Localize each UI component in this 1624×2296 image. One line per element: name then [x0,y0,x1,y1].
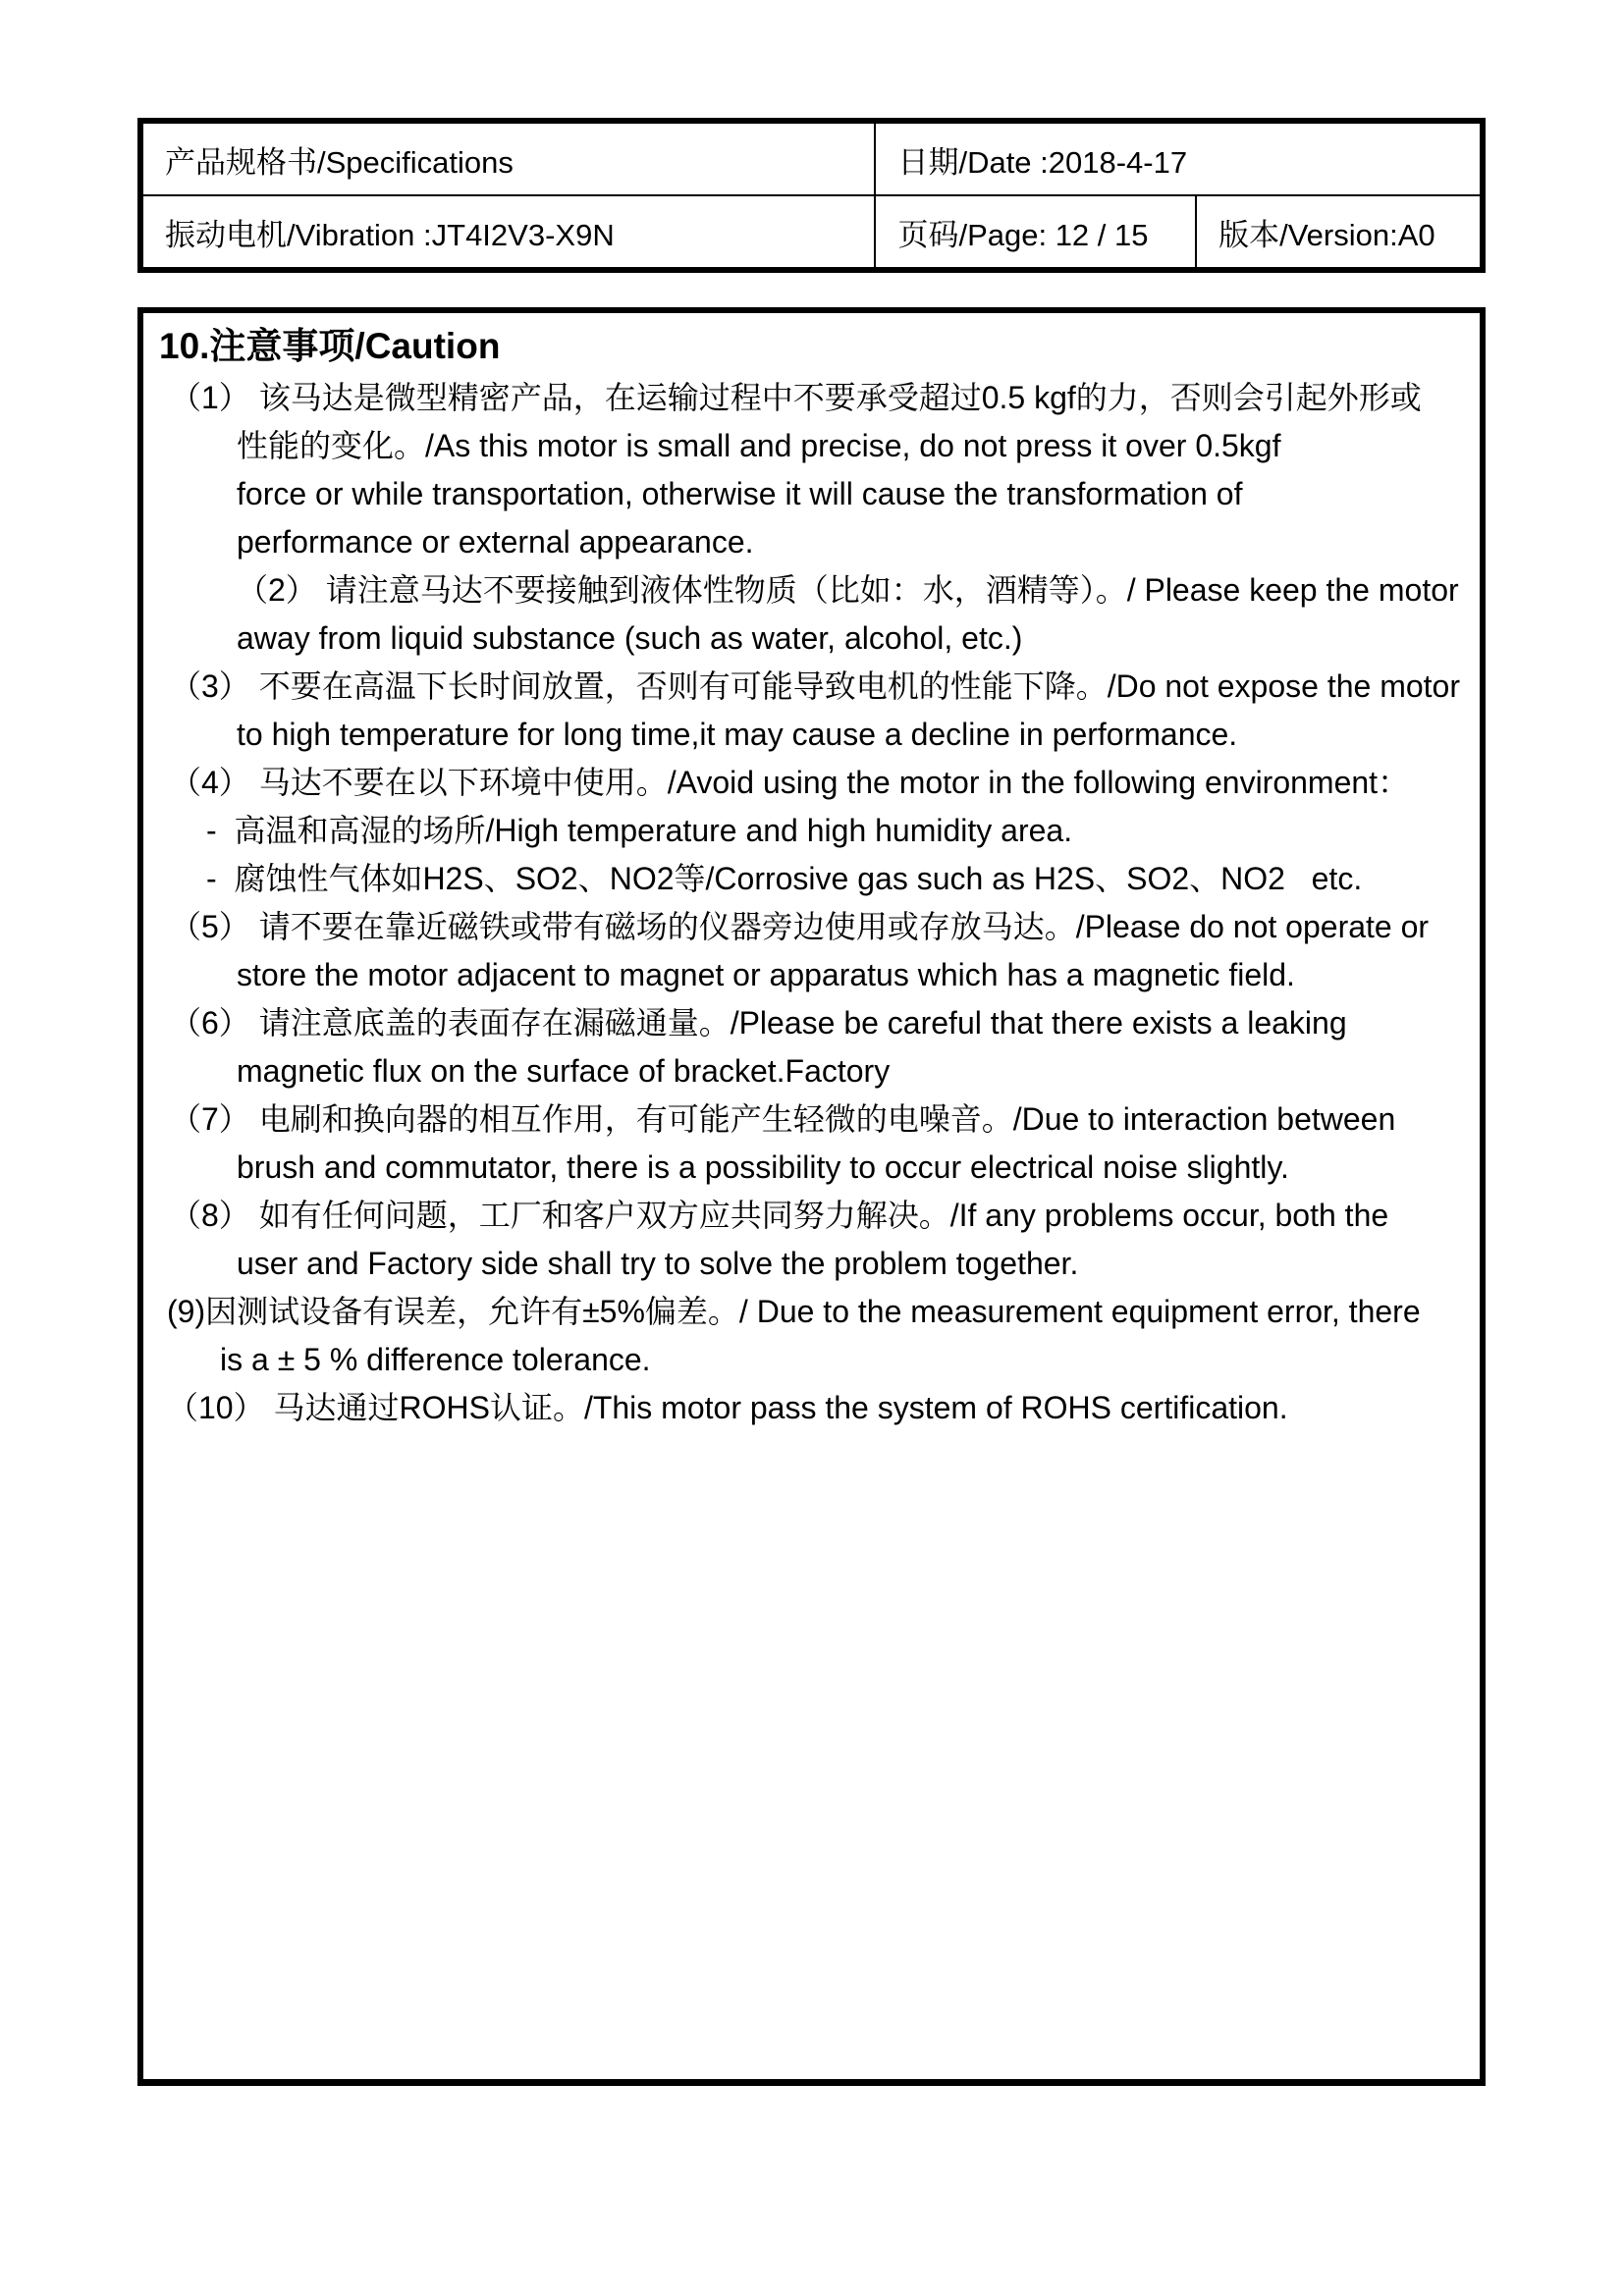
caution-line: to high temperature for long time,it may cause a decline in performance. [237,717,1238,752]
caution-lines [143,374,1480,1432]
caution-line: （3） 不要在高温下长时间放置，否则有可能导致电机的性能下降。/Do not expose the motor [170,668,1461,704]
caution-line: - 腐蚀性气体如H2S、SO2、NO2等/Corrosive gas such as H2S、SO2、NO2 etc. [206,861,1363,896]
caution-line: performance or external appearance. [237,524,754,560]
caution-line: （7） 电刷和换向器的相互作用，有可能产生轻微的电噪音。/Due to interaction between [170,1101,1396,1137]
caution-line: is a ± 5 % difference tolerance. [220,1342,651,1377]
caution-line: (9)因测试设备有误差，允许有±5%偏差。/ Due to the measurement equipment error, there [167,1294,1421,1329]
caution-line: （2） 请注意马达不要接触到液体性物质（比如：水，酒精等）。/ Please keep the motor [237,572,1459,608]
caution-section-title: 10.注意事项/Caution [159,326,501,366]
caution-line: （1） 该马达是微型精密产品，在运输过程中不要承受超过0.5 kgf的力，否则会引起外形或 [170,380,1422,415]
caution-line: brush and commutator, there is a possibility to occur electrical noise slightly. [237,1149,1289,1185]
caution-line: away from liquid substance (such as water, alcohol, etc.) [237,620,1023,656]
caution-line: - 高温和高湿的场所/High temperature and high humidity area. [206,813,1073,848]
product-cell: 振动电机/Vibration :JT4I2V3-X9N [165,217,615,252]
header-row-2 [143,194,1480,267]
version-cell: 版本/Version:A0 [1195,196,1480,267]
caution-line: store the motor adjacent to magnet or apparatus which has a magnetic field. [237,957,1295,992]
page-cell: 页码/Page: 12 / 15 [874,196,1195,267]
caution-line: magnetic flux on the surface of bracket.Factory [237,1053,891,1089]
caution-line: （6） 请注意底盖的表面存在漏磁通量。/Please be careful that there exists a leaking [170,1005,1347,1041]
caution-line: （8） 如有任何问题，工厂和客户双方应共同努力解决。/If any problems occur, both the [170,1198,1389,1233]
caution-line: force or while transportation, otherwise it will cause the transformation of [237,476,1243,511]
caution-line: 性能的变化。/As this motor is small and precise, do not press it over 0.5kgf [237,428,1281,463]
header-table [137,118,1486,273]
header-row-1 [143,124,1480,194]
caution-section [137,307,1486,2086]
caution-line: （4） 马达不要在以下环境中使用。/Avoid using the motor in the following environment： [170,765,1410,800]
spec-title-cell: 产品规格书/Specifications [165,144,514,180]
date-cell: 日期/Date :2018-4-17 [874,124,1480,194]
caution-line: （5） 请不要在靠近磁铁或带有磁场的仪器旁边使用或存放马达。/Please do not operate or [170,909,1430,944]
caution-line: user and Factory side shall try to solve the problem together. [237,1246,1079,1281]
caution-line: （10） 马达通过ROHS认证。/This motor pass the system of ROHS certification. [167,1390,1288,1425]
